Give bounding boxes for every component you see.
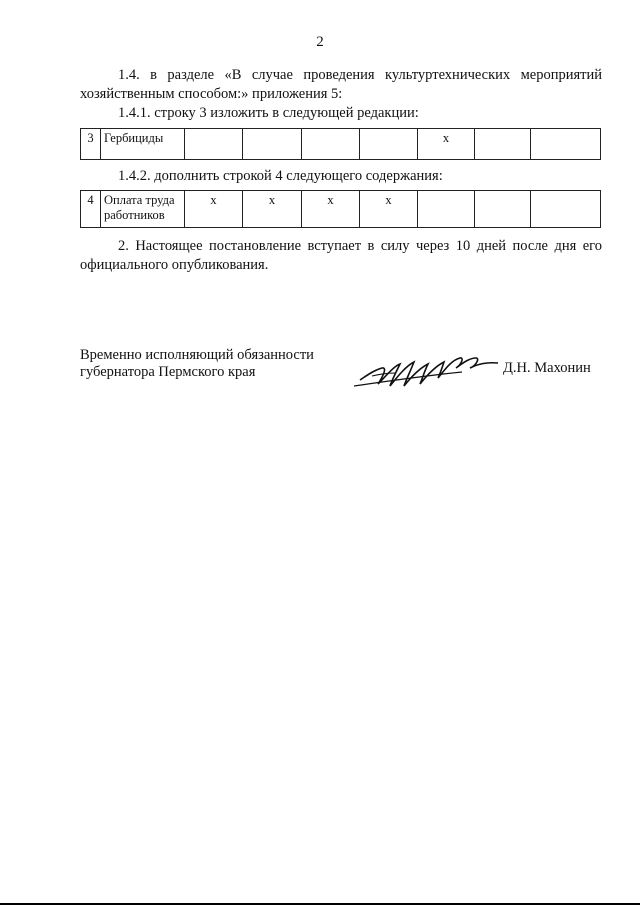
- table-cell: [302, 129, 360, 160]
- signatory-name: Д.Н. Махонин: [503, 360, 591, 376]
- table-cell: х: [243, 191, 302, 228]
- table-cell: х: [185, 191, 243, 228]
- table-row-4: [80, 190, 601, 228]
- paragraph-1-4: 1.4. в разделе «В случае проведения культуртехнических мероприятий хозяйственным способом:» приложения 5:: [80, 67, 602, 102]
- paragraph-2: 2. Настоящее постановление вступает в силу через 10 дней после дня его официального опубликования.: [80, 238, 602, 273]
- signatory-position: [80, 347, 314, 381]
- page-number: 2: [316, 34, 324, 50]
- paragraph-1-4-2: 1.4.2. дополнить строкой 4 следующего содержания:: [118, 168, 443, 184]
- signatory-position-line-1: Временно исполняющий обязанности: [80, 347, 314, 363]
- table-cell: [531, 129, 601, 160]
- table-cell: [531, 191, 601, 228]
- table-row: [81, 129, 601, 160]
- table-cell: х: [418, 129, 475, 160]
- table-cell: [185, 129, 243, 160]
- table-cell-name: Оплата труда работников: [101, 191, 185, 228]
- table-cell-name: Гербициды: [101, 129, 185, 160]
- table-cell: х: [302, 191, 360, 228]
- table-cell: [475, 191, 531, 228]
- table-cell: [360, 129, 418, 160]
- table-cell: [243, 129, 302, 160]
- table-row-3: [80, 128, 601, 160]
- table-cell: [475, 129, 531, 160]
- handwritten-signature: [352, 346, 502, 396]
- table-cell-number: 4: [81, 191, 101, 228]
- table-row: [81, 191, 601, 228]
- paragraph-1-4-1: 1.4.1. строку 3 изложить в следующей редакции:: [118, 105, 419, 121]
- table-cell: х: [360, 191, 418, 228]
- table-cell: [418, 191, 475, 228]
- table-cell-number: 3: [81, 129, 101, 160]
- signatory-position-line-2: губернатора Пермского края: [80, 364, 256, 380]
